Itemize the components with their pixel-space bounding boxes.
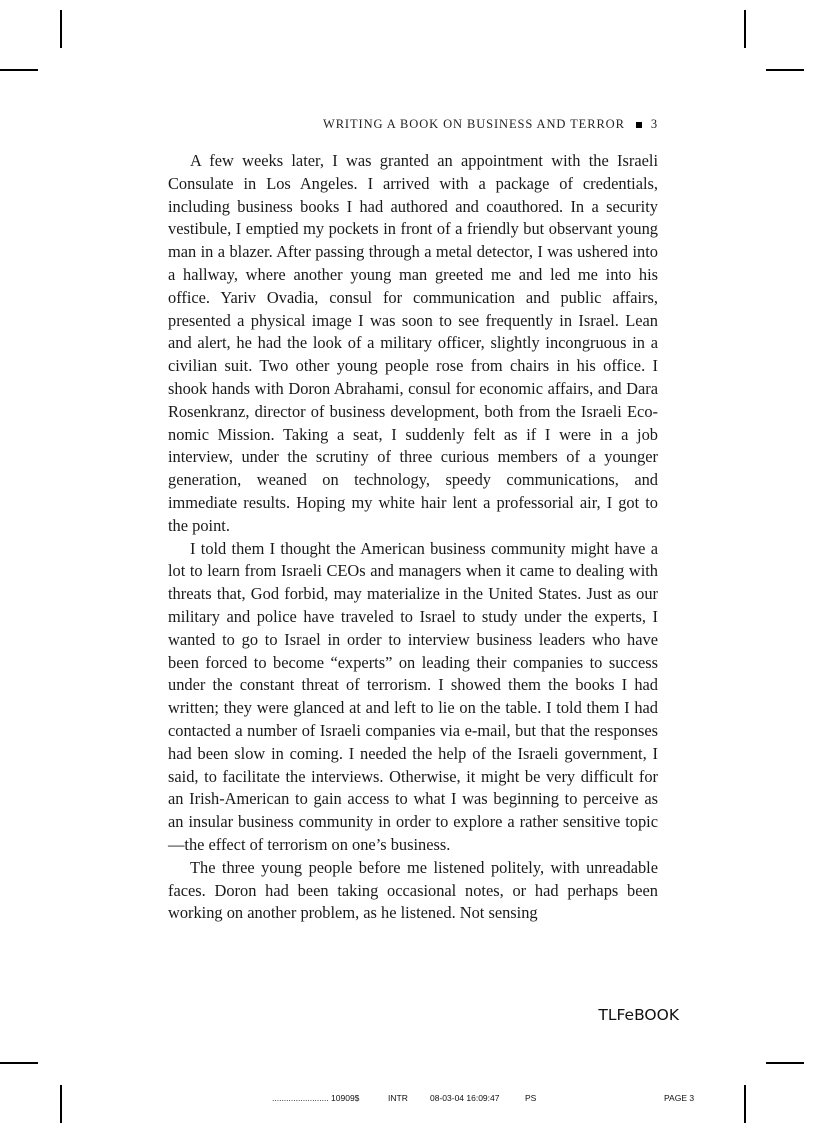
slug-section: INTR — [388, 1093, 408, 1103]
crop-mark-top-left — [60, 10, 62, 48]
crop-mark-top-right — [744, 10, 746, 48]
paragraph: The three young people before me listened politely, with unreadable faces. Doron had been taking occasional notes, or had perhaps been working on another problem, as he listened. Not sensing — [168, 857, 658, 923]
printer-slug — [0, 1093, 816, 1107]
paragraph: A few weeks later, I was granted an appointment with the Israeli Consulate in Los Angeles. I arrived with a package of credentials, including business books I had authored and coauthored. In a security vestibule, I emptied my pockets in front of a friendly but observant young man in a blazer. After passing through a metal detector, I was ushered into a hallway, where another young man greeted me and led me into his office. Yariv Ovadia, consul for communication and public affairs, presented a physical image I was soon to see frequently in Israel. Lean and alert, he had the look of a military officer, slightly incongruous in a civilian suit. Two other young people rose from chairs in his office. I shook hands with Doron Abrahami, consul for economic affairs, and Dara Rosenkranz, director of business development, both from the Israeli Economic Mission. Taking a seat, I suddenly felt as if I were in a job interview, under the scrutiny of three curious members of a younger generation, weaned on technology, speedy communications, and immediate results. Hoping my white hair lent a professorial air, I got to the point. — [168, 151, 658, 535]
paragraph: I told them I thought the American business community might have a lot to learn from Israeli CEOs and managers when it came to dealing with threats that, God forbid, may materialize in the United States. Just as our military and police have traveled to Israel to study under the experts, I wanted to go to Israel in order to interview business leaders who have been forced to become “experts” on leading their companies to success under the constant threat of terrorism. I showed them the books I had written; they were glanced at and left to lie on the table. I told them I had contacted a number of Israeli companies via e-mail, but that the responses had been slow in coming. I needed the help of the Israeli government, I said, to facilitate the interviews. Otherwise, it might be very difficult for an Irish-American to gain access to what I was beginning to perceive as an insular business community in order to explore a rather sensitive topic—the effect of terrorism on one’s business. — [168, 538, 658, 854]
body-text — [168, 150, 658, 925]
crop-mark-top-right-horizontal — [766, 69, 804, 71]
crop-mark-bottom-right-horizontal — [766, 1062, 804, 1064]
slug-job: ........................ 10909$ — [272, 1093, 360, 1103]
square-bullet-icon — [636, 122, 642, 128]
running-title: WRITING A BOOK ON BUSINESS AND TERROR — [323, 117, 625, 131]
slug-timestamp: 08-03-04 16:09:47 — [430, 1093, 500, 1103]
crop-mark-bottom-left-horizontal — [0, 1062, 38, 1064]
watermark-text: TLFeBOOK — [598, 1006, 679, 1024]
running-header — [168, 117, 658, 132]
crop-mark-top-left-horizontal — [0, 69, 38, 71]
slug-mode: PS — [525, 1093, 537, 1103]
page-number: 3 — [650, 117, 658, 131]
slug-page-label: PAGE 3 — [664, 1093, 695, 1103]
